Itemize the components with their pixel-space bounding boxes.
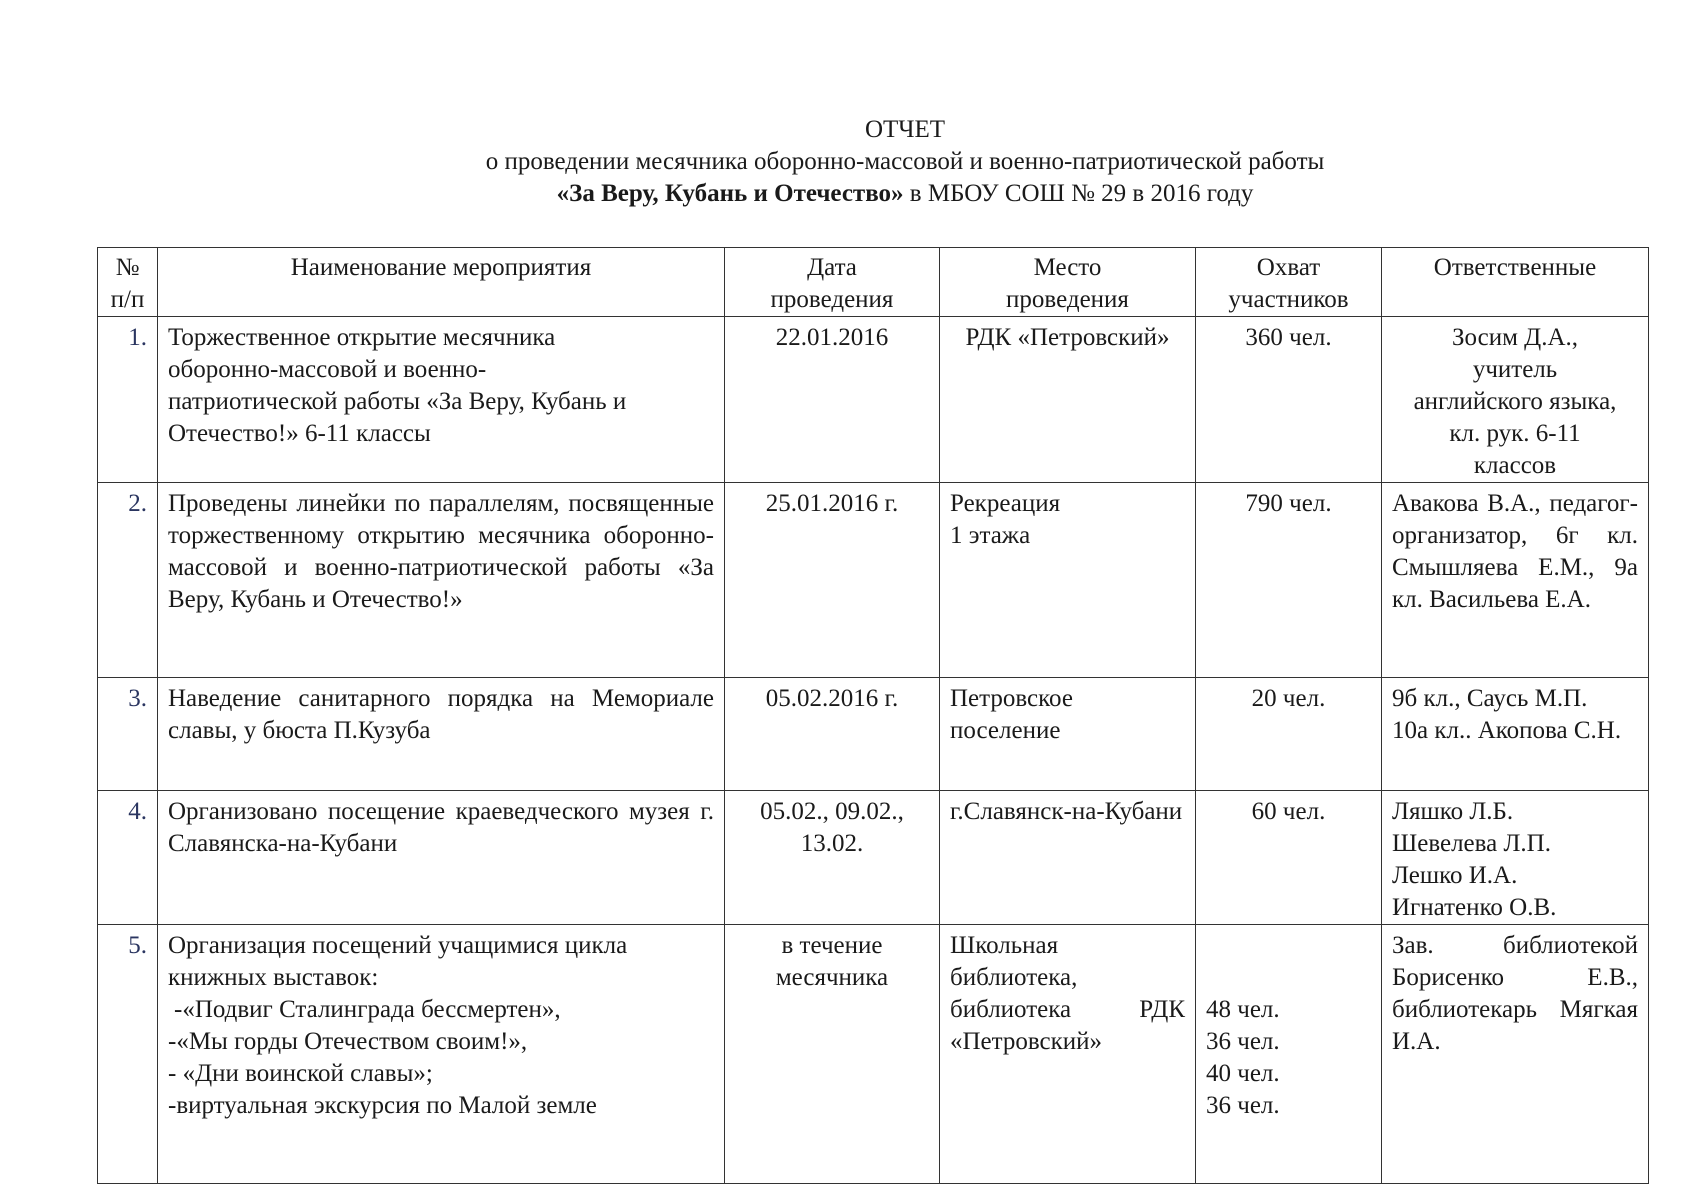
row-responsible: 9б кл., Саусь М.П. 10а кл.. Акопова С.Н.	[1382, 678, 1649, 791]
row-responsible: Зосим Д.А., учитель английского языка, кл. рук. 6-11 классов	[1382, 317, 1649, 483]
row-date: в течение месячника	[725, 925, 940, 1184]
header-count: Охват участников	[1196, 248, 1382, 317]
row-responsible: Авакова В.А., педагог-организатор, 6г кл. Смышляева Е.М., 9а кл. Васильева Е.А.	[1382, 483, 1649, 678]
header-date: Дата проведения	[725, 248, 940, 317]
row-event-name: Наведение санитарного порядка на Мемориале славы, у бюста П.Кузуба	[158, 678, 725, 791]
report-subtitle: о проведении месячника оборонно-массовой и военно-патриотической работы	[485, 148, 1325, 175]
document-header	[0, 114, 1684, 210]
row-place: Петровское поселение	[940, 678, 1196, 791]
table-header-row	[98, 248, 1649, 317]
report-title: ОТЧЕТ	[864, 116, 946, 143]
header-place: Место проведения	[940, 248, 1196, 317]
school-year: в МБОУ СОШ № 29 в 2016 году	[903, 180, 1254, 207]
row-num: 1.	[98, 317, 158, 483]
row-date: 05.02., 09.02., 13.02.	[725, 791, 940, 925]
row-event-name: Проведены линейки по параллелям, посвященные торжественному открытию месячника оборонно-массовой и военно-патриотической работы «За Веру, Кубань и Отечество!»	[158, 483, 725, 678]
row-count: 60 чел.	[1196, 791, 1382, 925]
row-num: 5.	[98, 925, 158, 1184]
row-responsible: Зав. библиотекой Борисенко Е.В., библиотекарь Мягкая И.А.	[1382, 925, 1649, 1184]
table-row	[98, 791, 1649, 925]
row-count: 790 чел.	[1196, 483, 1382, 678]
row-event-name: Организовано посещение краеведческого музея г. Славянска-на-Кубани	[158, 791, 725, 925]
report-subtitle-2	[0, 178, 1684, 210]
row-date: 25.01.2016 г.	[725, 483, 940, 678]
row-count: 360 чел.	[1196, 317, 1382, 483]
report-table	[97, 247, 1649, 1184]
row-event-name: Торжественное открытие месячника оборонно-массовой и военно- патриотической работы «За Веру, Кубань и Отечество!» 6-11 классы	[158, 317, 725, 483]
row-responsible: Ляшко Л.Б. Шевелева Л.П. Лешко И.А. Игнатенко О.В.	[1382, 791, 1649, 925]
campaign-name: «За Веру, Кубань и Отечество»	[556, 180, 904, 207]
table-row	[98, 678, 1649, 791]
row-count: 20 чел.	[1196, 678, 1382, 791]
row-date: 05.02.2016 г.	[725, 678, 940, 791]
row-date: 22.01.2016	[725, 317, 940, 483]
row-place: Школьная библиотека, библиотека РДК «Петровский»	[940, 925, 1196, 1184]
row-place: Рекреация 1 этажа	[940, 483, 1196, 678]
row-event-name: Организация посещений учащимися цикла книжных выставок: -«Подвиг Сталинграда бессмертен», -«Мы горды Отечеством своим!», - «Дни воинской славы»; -виртуальная экскурсия по Малой земле	[158, 925, 725, 1184]
header-responsible: Ответственные	[1382, 248, 1649, 317]
row-place: РДК «Петровский»	[940, 317, 1196, 483]
table-row	[98, 925, 1649, 1184]
row-num: 4.	[98, 791, 158, 925]
table-row	[98, 317, 1649, 483]
header-name: Наименование мероприятия	[158, 248, 725, 317]
row-num: 3.	[98, 678, 158, 791]
row-count: 48 чел. 36 чел. 40 чел. 36 чел.	[1196, 925, 1382, 1184]
header-num: № п/п	[98, 248, 158, 317]
table-row	[98, 483, 1649, 678]
row-num: 2.	[98, 483, 158, 678]
row-place: г.Славянск-на-Кубани	[940, 791, 1196, 925]
